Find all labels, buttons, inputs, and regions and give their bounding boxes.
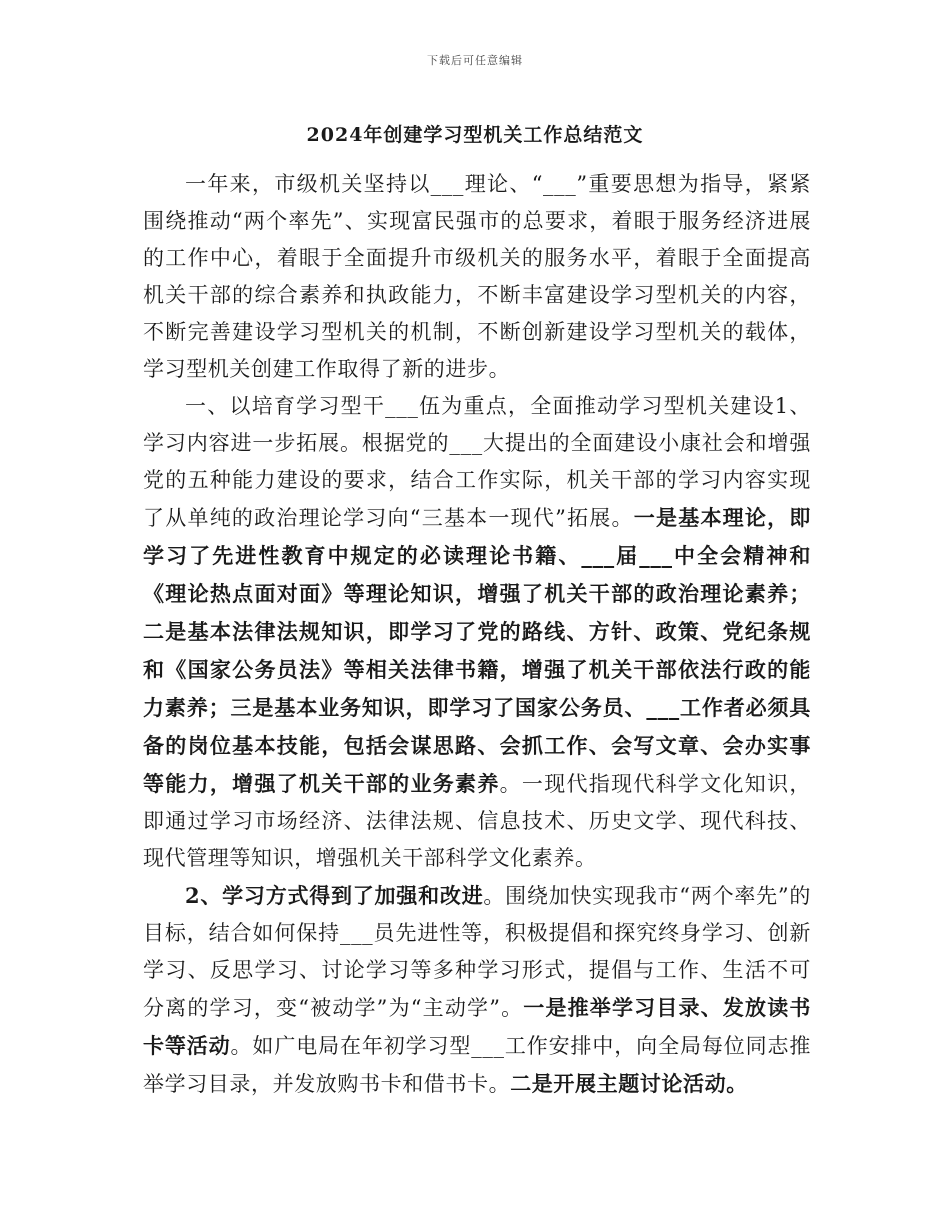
text-run: 。围绕加快实现我市“两个率先”的目标，结合如何保持___员先进性等，积极提倡和探究终身学习、创新学习、反思学习、讨论学习等多种学习形式，提倡与工作、生活不可分离的学习，变“被动学”为“主动学”。 <box>143 884 811 1020</box>
text-run: 一年来，市级机关坚持以___理论、“___”重要思想为指导，紧紧围绕推动“两个率先”、实现富民强市的总要求，着眼于服务经济进展的工作中心，着眼于全面提升市级机关的服务水平，着眼于全面提高机关干部的综合素养和执政能力，不断丰富建设学习型机关的内容，不断完善建设学习型机关的机制，不断创新建设学习型机关的载体，学习型机关创建工作取得了新的进步。 <box>143 172 811 381</box>
bold-text-run: 二是开展主题讨论活动。 <box>510 1071 748 1096</box>
text-run: 。一现代指现代科学文化知识，即通过学习市场经济、法律法规、信息技术、历史文学、现代科技、现代管理等知识，增强机关干部科学文化素养。 <box>143 772 811 870</box>
paragraph-section-one <box>143 388 811 877</box>
document-body <box>143 166 811 1103</box>
text-run: 。如广电局在年初学习型___工作安排中，向全局每位同志推举学习目录，并发放购书卡和借书卡。 <box>143 1034 811 1096</box>
bold-text-run: 一是基本理论，即学习了先进性教育中规定的必读理论书籍、___届___中全会精神和《理论热点面对面》等理论知识，增强了机关干部的政治理论素养；二是基本法律法规知识，即学习了党的路线、方针、政策、党纪条规和《国家公务员法》等相关法律书籍，增强了机关干部依法行政的能力素养；三是基本业务知识，即学习了国家公务员、___工作者必须具备的岗位基本技能，包括会谋思路、会抓工作、会写文章、会办实事等能力，增强了机关干部的业务素养 <box>143 505 811 796</box>
bold-text-run: 2、学习方式得到了加强和改进 <box>185 883 484 908</box>
header-note: 下载后可任意编辑 <box>427 54 523 67</box>
paragraph-intro <box>143 166 811 388</box>
paragraph-learning-methods <box>143 877 811 1103</box>
text-run: 一、以培育学习型干___伍为重点，全面推动学习型机关建设1、学习内容进一步拓展。根据党的___大提出的全面建设小康社会和增强党的五种能力建设的要求，结合工作实际，机关干部的学习内容实现了从单纯的政治理论学习向“三基本一现代”拓展。 <box>143 394 811 530</box>
document-title: 2024年创建学习型机关工作总结范文 <box>306 124 644 146</box>
bold-text-run: 一是推举学习目录、发放读书卡等活动 <box>143 995 811 1058</box>
